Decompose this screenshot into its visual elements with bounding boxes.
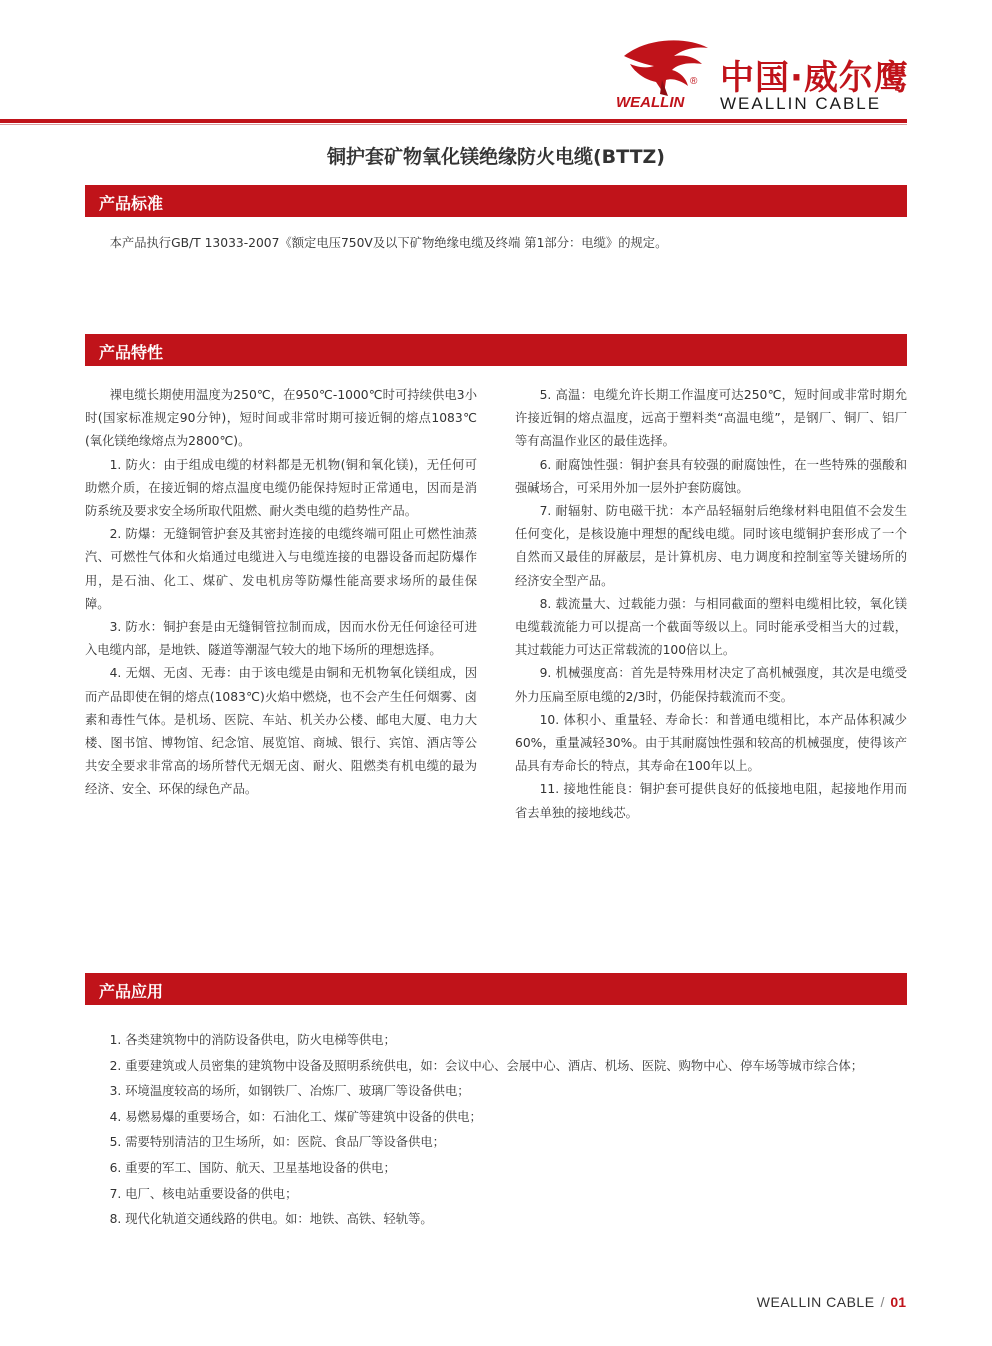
page-footer	[757, 1294, 906, 1310]
standard-text: 本产品执行GB/T 13033-2007《额定电压750V及以下矿物绝缘电缆及终端 第1部分：电缆》的规定。	[109, 236, 668, 250]
list-item: 4. 易燃易爆的重要场合，如：石油化工、煤矿等建筑中设备的供电；	[109, 1109, 482, 1124]
feature-paragraph: 10. 体积小、重量轻、寿命长：和普通电缆相比，本产品体积减少60%，重量减轻30%。由于其耐腐蚀性强和较高的机械强度，使得该产品具有寿命长的特点，其寿命在100年以上。	[515, 712, 907, 774]
feature-paragraph: 4. 无烟、无卤、无毒：由于该电缆是由铜和无机物氧化镁组成，因而产品即使在铜的熔点(1083℃)火焰中燃烧，也不会产生任何烟雾、卤素和毒性气体。是机场、医院、车站、机关办公楼、邮电大厦、电力大楼、图书馆、博物馆、纪念馆、展览馆、商城、银行、宾馆、酒店等公共安全要求非常高的场所替代无烟无卤、耐火、阻燃类有机电缆的最为经济、安全、环保的绿色产品。	[85, 666, 477, 797]
page-number: 01	[890, 1294, 906, 1310]
section-header-applications	[85, 973, 907, 1005]
feature-paragraph: 5. 高温：电缆允许长期工作温度可达250℃，短时间或非常时期允许接近铜的熔点温度，远高于塑料类“高温电缆”，是钢厂、铜厂、铝厂等有高温作业区的最佳选择。	[515, 388, 907, 449]
list-item: 3. 环境温度较高的场所，如钢铁厂、冶炼厂、玻璃厂等设备供电；	[109, 1084, 470, 1099]
features-left-column	[85, 384, 477, 802]
feature-paragraph: 9. 机械强度高：首先是特殊用材决定了高机械强度，其次是电缆受外力压扁至原电缆的2/3时，仍能保持载流而不变。	[515, 666, 907, 704]
company-logo	[616, 36, 909, 116]
header-divider	[0, 119, 907, 123]
feature-paragraph: 8. 载流量大、过载能力强：与相同截面的塑料电缆相比较，氧化镁电缆载流能力可以提高一个截面等级以上。同时能承受相当大的过载，其过载能力可达正常载流的100倍以上。	[515, 596, 907, 658]
logo-chinese-name: 中国·威尔鹰	[720, 58, 909, 98]
list-item: 6. 重要的军工、国防、航天、卫星基地设备的供电；	[109, 1160, 396, 1175]
section-heading: 产品标准	[99, 194, 164, 213]
applications-list	[85, 1028, 907, 1233]
section-heading: 产品应用	[99, 982, 164, 1001]
list-item: 5. 需要特别清洁的卫生场所，如：医院、食品厂等设备供电；	[109, 1135, 445, 1150]
list-item: 8. 现代化轨道交通线路的供电。如：地铁、高铁、轻轨等。	[109, 1212, 433, 1227]
page-title: 铜护套矿物氧化镁绝缘防火电缆(BTTZ)	[327, 146, 665, 168]
section-header-features	[85, 334, 907, 366]
list-item: 7. 电厂、核电站重要设备的供电；	[109, 1186, 298, 1201]
logo-brand-mark: WEALLIN	[616, 94, 685, 111]
list-item: 2. 重要建筑或人员密集的建筑物中设备及照明系统供电，如：会议中心、会展中心、酒店、机场、医院、购物中心、停车场等城市综合体；	[109, 1058, 864, 1073]
feature-paragraph: 3. 防水：铜护套是由无缝铜管拉制而成，因而水份无任何途径可进入电缆内部，是地铁、隧道等潮湿气较大的地下场所的理想选择。	[85, 620, 477, 658]
feature-paragraph: 1. 防火：由于组成电缆的材料都是无机物(铜和氧化镁)，无任何可助燃介质，在接近铜的熔点温度电缆仍能保持短时正常通电，因而是消防系统及要求安全场所取代阻燃、耐火类电缆的趋势性产品。	[85, 457, 477, 519]
feature-paragraph: 6. 耐腐蚀性强：铜护套具有较强的耐腐蚀性，在一些特殊的强酸和强碱场合，可采用外加一层外护套防腐蚀。	[515, 457, 907, 495]
feature-paragraph: 7. 耐辐射、防电磁干扰：本产品轻辐射后绝缘材料电阻值不会发生任何变化，是核设施中理想的配线电缆。同时该电缆铜护套形成了一个自然而又最佳的屏蔽层，是计算机房、电力调度和控制室等关键场所的经济安全型产品。	[515, 504, 907, 588]
registered-mark: ®	[690, 76, 698, 87]
header-divider-thin	[0, 124, 907, 125]
feature-paragraph: 11. 接地性能良：铜护套可提供良好的低接地电阻，起接地作用而省去单独的接地线芯。	[515, 782, 907, 820]
features-right-column	[515, 384, 907, 825]
feature-paragraph: 2. 防爆：无缝铜管护套及其密封连接的电缆终端可阻止可燃性油蒸汽、可燃性气体和火焰通过电缆进入与电缆连接的电器设备而起防爆作用，是石油、化工、煤矿、发电机房等防爆性能高要求场所的最佳保障。	[85, 527, 477, 611]
section-header-standard	[85, 185, 907, 217]
list-item: 1. 各类建筑物中的消防设备供电，防火电梯等供电；	[109, 1033, 396, 1047]
footer-separator: /	[880, 1294, 885, 1310]
section-heading: 产品特性	[99, 343, 164, 362]
feature-paragraph: 裸电缆长期使用温度为250℃，在950℃-1000℃时可持续供电3小时(国家标准规定90分钟)，短时间或非常时期可接近铜的熔点1083℃(氧化镁绝缘熔点为2800℃)。	[85, 388, 477, 449]
footer-brand: WEALLIN CABLE	[756, 1294, 875, 1310]
logo-english-name: WEALLIN CABLE	[720, 94, 882, 113]
